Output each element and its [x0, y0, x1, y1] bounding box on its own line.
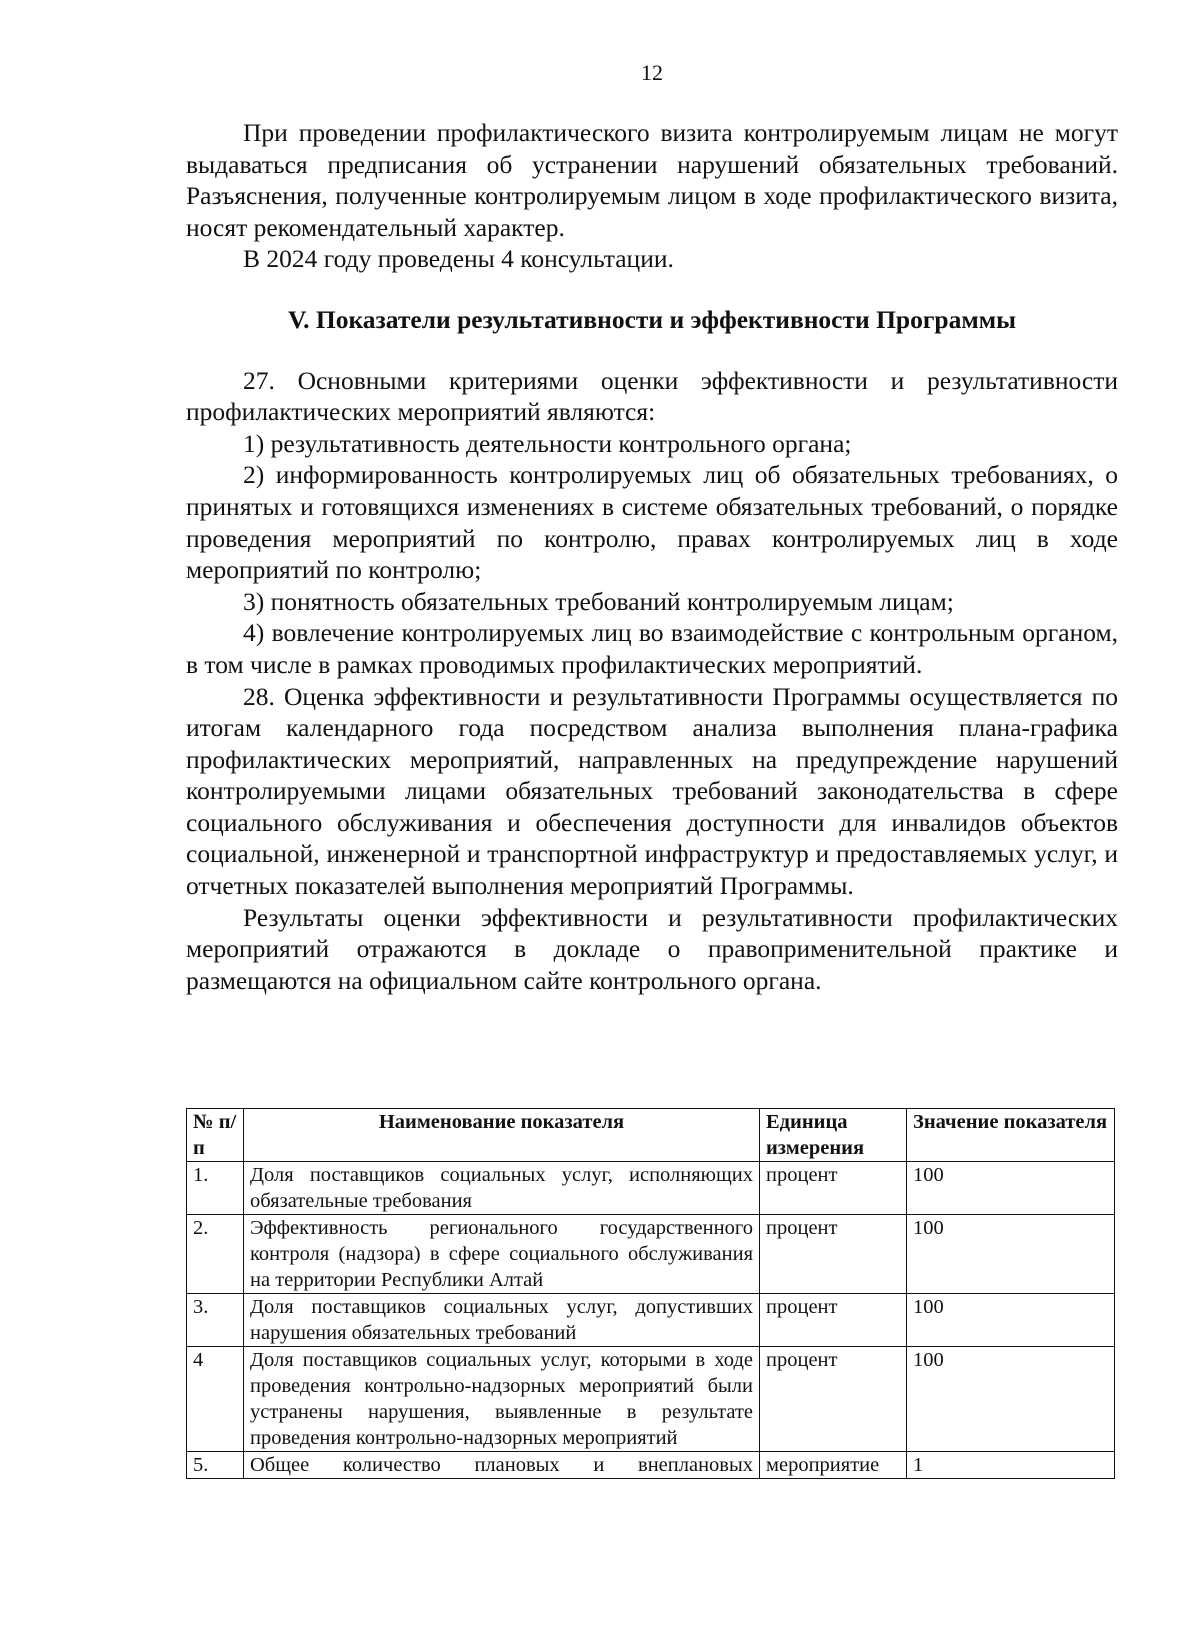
paragraph-results: Результаты оценки эффективности и результативности профилактических мероприятий отражаются в докладе о правоприменительной практике и размещаются на официальном сайте контрольного органа.: [186, 902, 1118, 995]
row-value: 100: [907, 1347, 1115, 1452]
row-value: 1: [907, 1452, 1115, 1479]
section-heading: V. Показатели результативности и эффективности Программы: [288, 304, 1016, 334]
paragraph-27: 27. Основными критериями оценки эффективности и результативности профилактических мероприятий являются:: [186, 365, 1118, 427]
criterion-2: 2) информированность контролируемых лиц об обязательных требованиях, о принятых и готовящихся изменениях в системе обязательных требований, о порядке проведения мероприятий по контролю, правах контролируемых лиц в ходе мероприятий по контролю;: [186, 460, 1118, 585]
criterion-1: 1) результативность деятельности контрольного органа;: [243, 428, 852, 458]
table-header-row: [187, 1109, 1115, 1162]
row-num: 1.: [187, 1162, 244, 1215]
row-name: Доля поставщиков социальных услуг, допустивших нарушения обязательных требований: [244, 1294, 760, 1347]
row-value: 100: [907, 1215, 1115, 1294]
row-name: Эффективность регионального государственного контроля (надзора) в сфере социального обслуживания на территории Республики Алтай: [244, 1215, 760, 1294]
row-name: Общее количество плановых и внеплановых: [244, 1452, 760, 1479]
row-unit: процент: [760, 1215, 907, 1294]
body-text: [186, 117, 1118, 996]
paragraph-28: 28. Оценка эффективности и результативности Программы осуществляется по итогам календарного года посредством анализа выполнения плана-графика профилактических мероприятий, направленных на предупреждение нарушений контролируемыми лицами обязательных требований законодательства в сфере социального обслуживания и обеспечения доступности для инвалидов объектов социальной, инженерной и транспортной инфраструктур и предоставляемых услуг, и отчетных показателей выполнения мероприятий Программы.: [186, 681, 1118, 901]
table-row: [187, 1452, 1115, 1479]
row-value: 100: [907, 1162, 1115, 1215]
header-unit: Единица измерения: [760, 1109, 907, 1162]
header-name: Наименование показателя: [244, 1109, 760, 1162]
indicators-table-wrapper: [186, 1108, 1114, 1479]
row-value: 100: [907, 1294, 1115, 1347]
criterion-4: 4) вовлечение контролируемых лиц во взаимодействие с контрольным органом, в том числе в рамках проводимых профилактических мероприятий.: [186, 618, 1118, 679]
row-unit: процент: [760, 1347, 907, 1452]
table-row: [187, 1215, 1115, 1294]
table-row: [187, 1294, 1115, 1347]
row-name: Доля поставщиков социальных услуг, исполняющих обязательные требования: [244, 1162, 760, 1215]
row-num: 2.: [187, 1215, 244, 1294]
row-name: Доля поставщиков социальных услуг, которыми в ходе проведения контрольно-надзорных мероприятий были устранены нарушения, выявленные в результате проведения контрольно-надзорных мероприятий: [244, 1347, 760, 1452]
header-value: Значение показателя: [907, 1109, 1115, 1162]
page-number: 12: [641, 60, 663, 85]
row-unit: мероприятие: [760, 1452, 907, 1479]
paragraph-consultations: В 2024 году проведены 4 консультации.: [243, 244, 674, 274]
header-num: № п/п: [187, 1109, 244, 1162]
table-row: [187, 1162, 1115, 1215]
paragraph-visit: При проведении профилактического визита контролируемым лицам не могут выдаваться предписания об устранении нарушений обязательных требований. Разъяснения, полученные контролируемым лицом в ходе профилактического визита, носят рекомендательный характер.: [186, 118, 1118, 242]
table-row: [187, 1347, 1115, 1452]
row-unit: процент: [760, 1294, 907, 1347]
row-num: 4: [187, 1347, 244, 1452]
row-num: 3.: [187, 1294, 244, 1347]
row-num: 5.: [187, 1452, 244, 1479]
row-unit: процент: [760, 1162, 907, 1215]
criterion-3: 3) понятность обязательных требований контролируемым лицам;: [243, 586, 954, 616]
indicators-table: [186, 1108, 1115, 1479]
